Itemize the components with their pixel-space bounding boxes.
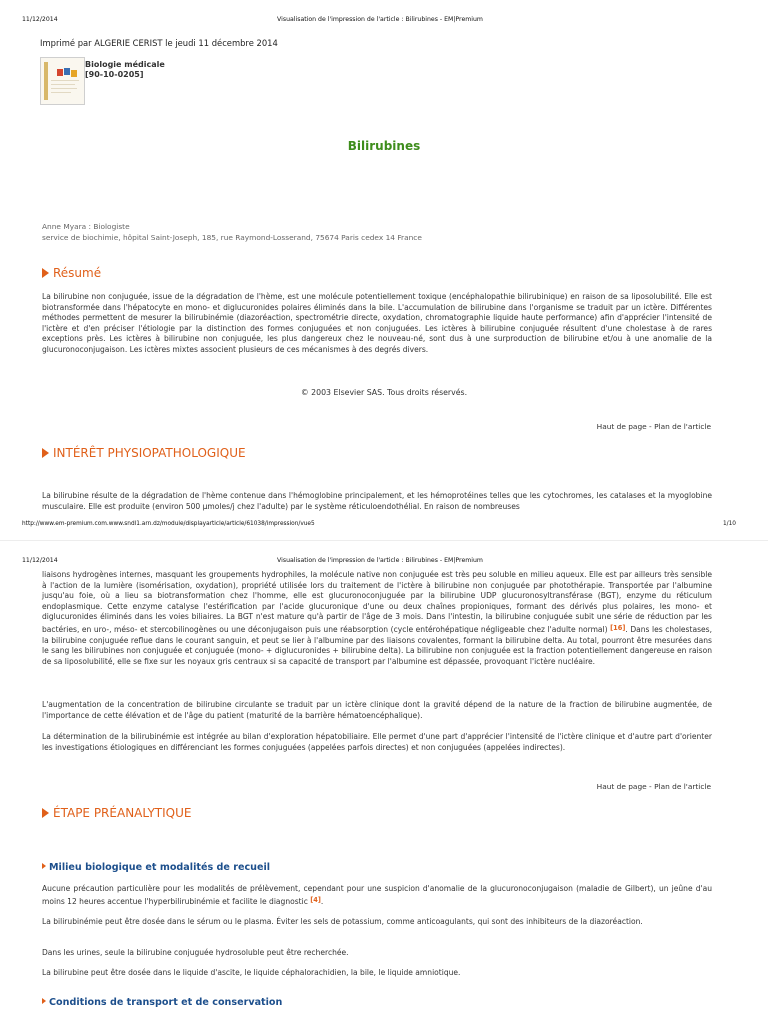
page-header [22,557,738,567]
journal-name: Biologie médicale [85,60,165,69]
nav-link-top[interactable]: Haut de page - Plan de l'article [596,422,711,431]
article-title: Bilirubines [347,139,421,153]
copyright: © 2003 Elsevier SAS. Tous droits réservés. [300,388,468,397]
citation-link[interactable]: [16] [610,623,626,632]
printed-by: Imprimé par ALGERIE CERIST le jeudi 11 décembre 2014 [40,38,278,48]
paragraph: La bilirubine peut être dosée dans le liquide d'ascite, le liquide céphalorachidien, la bile, le liquide amniotique. [42,968,461,977]
arrow-right-icon [42,268,49,278]
citation-link[interactable]: [4] [310,895,321,904]
paragraph: La détermination de la bilirubinémie est intégrée au bilan d'exploration hépatobiliaire. Elle permet d'une part d'apprécier l'intensité de l'ictère clinique et d'autre part d'orienter les investigations étiologiques en différenciant les formes conjuguées (appelées parfois directes) et non conjuguées (appelées indirectes). [42,732,712,752]
paragraph: La bilirubine résulte de la dégradation de l'hème contenue dans l'hémoglobine principalement, et les hémoprotéines telles que les cytochromes, les catalases et la myoglobine musculaire. Elle est produite (environ 500 µmoles/j chez l'adulte) par le système réticuloendothélial. En raison de nombreuses [42,491,712,511]
author-name: Anne Myara : Biologiste [42,222,130,231]
nav-link-top[interactable]: Haut de page - Plan de l'article [596,782,711,791]
journal-cover-thumbnail [40,57,85,105]
author-affiliation: service de biochimie, hôpital Saint-Joseph, 185, rue Raymond-Losserand, 75674 Paris cedex 14 France [42,233,422,242]
arrow-right-icon [42,808,49,818]
section-heading-interet: INTÉRÊT PHYSIOPATHOLOGIQUE [42,446,246,460]
author-block [42,221,422,243]
abstract-text: La bilirubine non conjuguée, issue de la dégradation de l'hème, est une molécule potentiellement toxique (encéphalopathie bilirubinique) en raison de sa liposolubilité. Elle est biotransformée dans l'hépatocyte en mono- et diglucuronides polaires éliminés dans la bile. L'accumulation de bilirubine dans l'organisme se traduit par un ictère. Différentes méthodes permettent de mesurer la bilirubinémie (diazoréaction, spectrométrie directe, oxydation, chromatographie liquide haute performance) afin d'apprécier l'intensité de l'ictère et d'en préciser l'étiologie par la distinction des formes conjuguées et non conjuguées. Les ictères à bilirubine conjuguée résultent d'une cholestase à de rares exceptions près. Les ictères à bilirubine non conjuguée, les plus dangereux chez le nouveau-né, sont dus à une surproduction de bilirubine et/ou à une anomalie de la glucuronoconjugaison. Les ictères mixtes associent plusieurs de ces mécanismes à des degrés divers. [42,292,712,354]
paragraph: L'augmentation de la concentration de bilirubine circulante se traduit par un ictère clinique dont la gravité dépend de la nature de la fraction de bilirubine augmentée, de l'importance de cette élévation et de l'âge du patient (maturité de la barrière hématoencéphalique). [42,700,712,720]
subsection-heading: Conditions de transport et de conservation [42,997,282,1008]
arrow-right-icon [42,998,46,1004]
page-number: 1/10 [722,521,736,527]
page-header [22,16,738,26]
paragraph: La bilirubinémie peut être dosée dans le sérum ou le plasma. Éviter les sels de potassium, comme anticoagulants, qui sont des inhibiteurs de la diazoréaction. [42,917,643,926]
arrow-right-icon [42,448,49,458]
section-heading-resume: Résumé [42,266,101,280]
section-heading-etape: ÉTAPE PRÉANALYTIQUE [42,806,191,820]
page-footer [22,521,736,531]
print-date: 11/12/2014 [22,557,58,564]
footer-url: http://www.em-premium.com.www.sndl1.arn.dz/module/displayarticle/article/61038/impression/vue5 [22,521,315,527]
paragraph: liaisons hydrogènes internes, masquant les groupements hydrophiles, la molécule native non conjuguée est très peu soluble en milieu aqueux. Elle est par ailleurs très sensible à l'action de la lumière (isomérisation, oxydation), propriété utilisée lors du traitement de l'ictère à bilirubine non conjuguée par photothérapie. Transportée par l'albumine jusqu'au foie, où a lieu sa biotransformation chez l'homme, elle est glucuronoconjuguée par la bilirubine UDP glucuronosyltransférase (BGT), enzyme du réticulum endoplasmique. Cette enzyme catalyse l'estérification par l'acide glucuronique d'une ou deux chaînes propioniques, formant des dérivés plus polaires, les mono- et diglucuronides éliminés dans les voies biliaires. La BGT n'est mature qu'à partir de l'âge de 3 mois. Dans l'intestin, la bilirubine conjuguée subit une série de réduction par les bactéries, en uro-, méso- et stercobilinogènes ou une déconjugaison puis une réabsorption (cycle entérohépatique négligeable chez l'adulte normal) [16]. Dans les cholestases, la bilirubine conjuguée reflue dans le courant sanguin, et peut se lier à l'albumine par des liaisons covalentes, formant la bilirubine delta. Au total, pourront être mesurées dans le sang les bilirubines non conjuguée et conjuguée (mono- + diglucuronides + bilirubine delta). La bilirubine non conjuguée est la fraction potentiellement dangereuse en raison de sa liposolubilité, elle se fixe sur les noyaux gris centraux si sa capacité de transport par l'albumine est dépassée, provoquant l'ictère nucléaire. [42,570,712,666]
print-title: Visualisation de l'impression de l'article : Bilirubines - EM|Premium [277,557,483,564]
subsection-heading: Milieu biologique et modalités de recueil [42,862,270,873]
page-separator [0,540,768,541]
paragraph: Aucune précaution particulière pour les modalités de prélèvement, cependant pour une suspicion d'anomalie de la glucuronoconjugaison (maladie de Gilbert), un jeûne d'au moins 12 heures accentue l'hyperbilirubinémie et facilite le diagnostic [4]. [42,884,712,906]
arrow-right-icon [42,863,46,869]
article-reference: [90-10-0205] [85,70,144,79]
paragraph: Dans les urines, seule la bilirubine conjuguée hydrosoluble peut être recherchée. [42,948,349,957]
print-date: 11/12/2014 [22,16,58,23]
print-title: Visualisation de l'impression de l'article : Bilirubines - EM|Premium [277,16,483,23]
